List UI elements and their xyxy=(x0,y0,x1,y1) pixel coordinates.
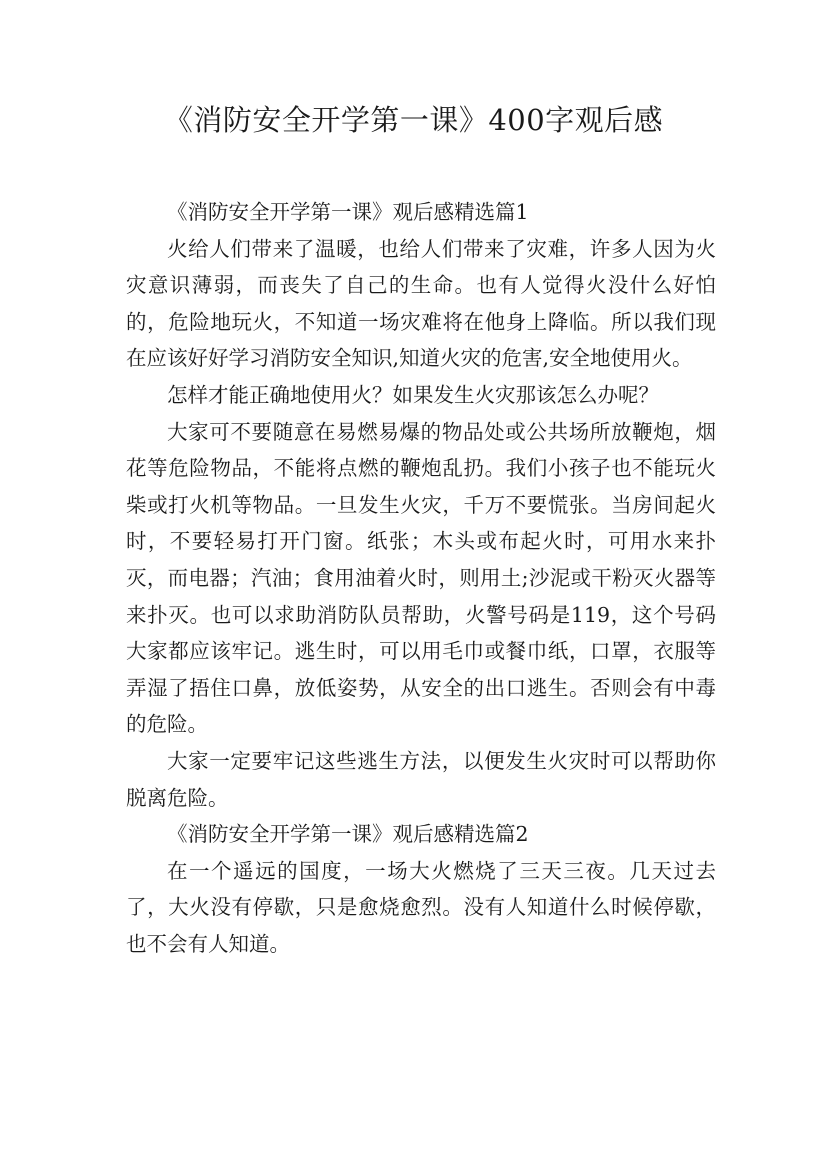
section-heading: 《消防安全开学第一课》观后感精选篇2 xyxy=(167,822,529,847)
document-body xyxy=(126,194,716,962)
paragraph: 在一个遥远的国度，一场大火燃烧了三天三夜。几天过去了，大火没有停歇，只是愈烧愈烈。没有人知道什么时候停歇，也不会有人知道。 xyxy=(126,858,716,956)
document-title: 《消防安全开学第一课》400字观后感 xyxy=(163,103,664,137)
paragraph: 怎样才能正确地使用火？如果发生火灾那该怎么办呢？ xyxy=(167,382,659,407)
section-heading: 《消防安全开学第一课》观后感精选篇1 xyxy=(167,200,529,224)
paragraph: 大家可不要随意在易燃易爆的物品处或公共场所放鞭炮，烟花等危险物品，不能将点燃的鞭炮乱扔。我们小孩子也不能玩火柴或打火机等物品。一旦发生火灾，千万不要慌张。当房间起火时，不要轻易打开门窗。纸张；木头或布起火时，可用水来扑灭，而电器；汽油；食用油着火时，则用土;沙泥或干粉灭火器等来扑灭。也可以求助消防队员帮助，火警号码是119，这个号码大家都应该牢记。逃生时，可以用毛巾或餐巾纸，口罩，衣服等弄湿了捂住口鼻，放低姿势，从安全的出口逃生。否则会有中毒的危险。 xyxy=(126,419,716,737)
paragraph: 大家一定要牢记这些逃生方法，以便发生火灾时可以帮助你脱离危险。 xyxy=(126,748,716,810)
paragraph: 火给人们带来了温暖，也给人们带来了灾难，许多人因为火灾意识薄弱，而丧失了自己的生命。也有人觉得火没什么好怕的，危险地玩火，不知道一场灾难将在他身上降临。所以我们现在应该好好学习消防安全知识,知道火灾的危害,安全地使用火。 xyxy=(126,236,716,371)
